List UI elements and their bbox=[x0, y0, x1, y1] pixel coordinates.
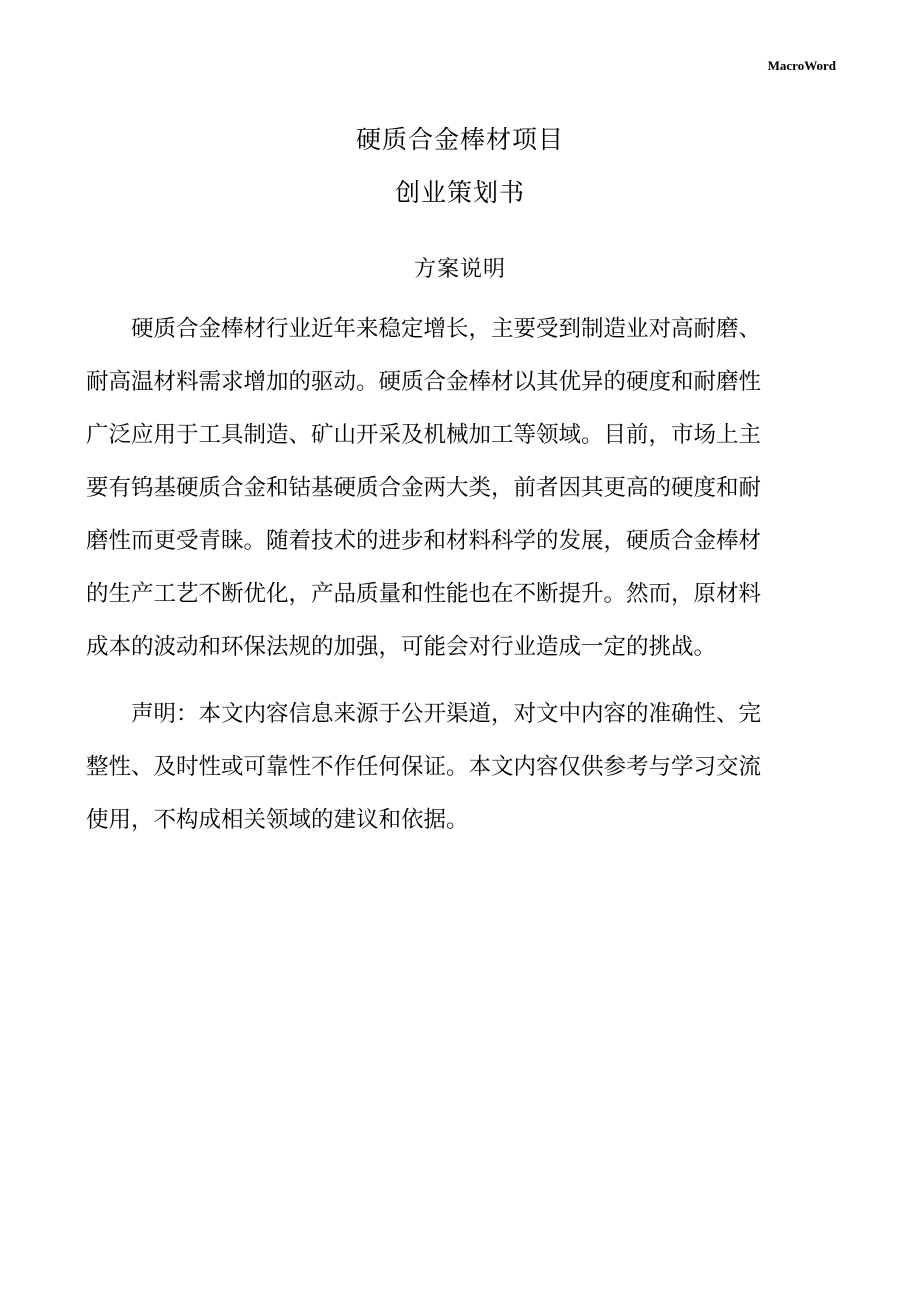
paragraph-line: 要有钨基硬质合金和钴基硬质合金两大类，前者因其更高的硬度和耐 bbox=[86, 475, 762, 501]
section-heading: 方案说明 bbox=[413, 257, 506, 282]
paragraph-line: 的生产工艺不断优化，产品质量和性能也在不断提升。然而，原材料 bbox=[86, 581, 762, 607]
paragraph-line: 耐高温材料需求增加的驱动。硬质合金棒材以其优异的硬度和耐磨性 bbox=[86, 369, 762, 395]
document-title: 硬质合金棒材项目 bbox=[355, 125, 564, 154]
paragraph-line: 整性、及时性或可靠性不作任何保证。本文内容仅供参考与学习交流 bbox=[86, 754, 762, 780]
disclaimer-paragraph bbox=[86, 688, 831, 847]
paragraph-line: 广泛应用于工具制造、矿山开采及机械加工等领域。目前，市场上主 bbox=[86, 422, 762, 448]
paragraph-line: 硬质合金棒材行业近年来稳定增长，主要受到制造业对高耐磨、 bbox=[86, 316, 762, 342]
document-subtitle: 创业策划书 bbox=[394, 178, 525, 207]
paragraph-line: 磨性而更受青睐。随着技术的进步和材料科学的发展，硬质合金棒材 bbox=[86, 528, 762, 554]
header-brand: MacroWord bbox=[767, 58, 836, 73]
overview-paragraph bbox=[86, 303, 831, 674]
paragraph-line: 成本的波动和环保法规的加强，可能会对行业造成一定的挑战。 bbox=[86, 634, 717, 660]
paragraph-line: 使用，不构成相关领域的建议和依据。 bbox=[86, 807, 469, 833]
paragraph-line: 声明：本文内容信息来源于公开渠道，对文中内容的准确性、完 bbox=[86, 701, 762, 727]
